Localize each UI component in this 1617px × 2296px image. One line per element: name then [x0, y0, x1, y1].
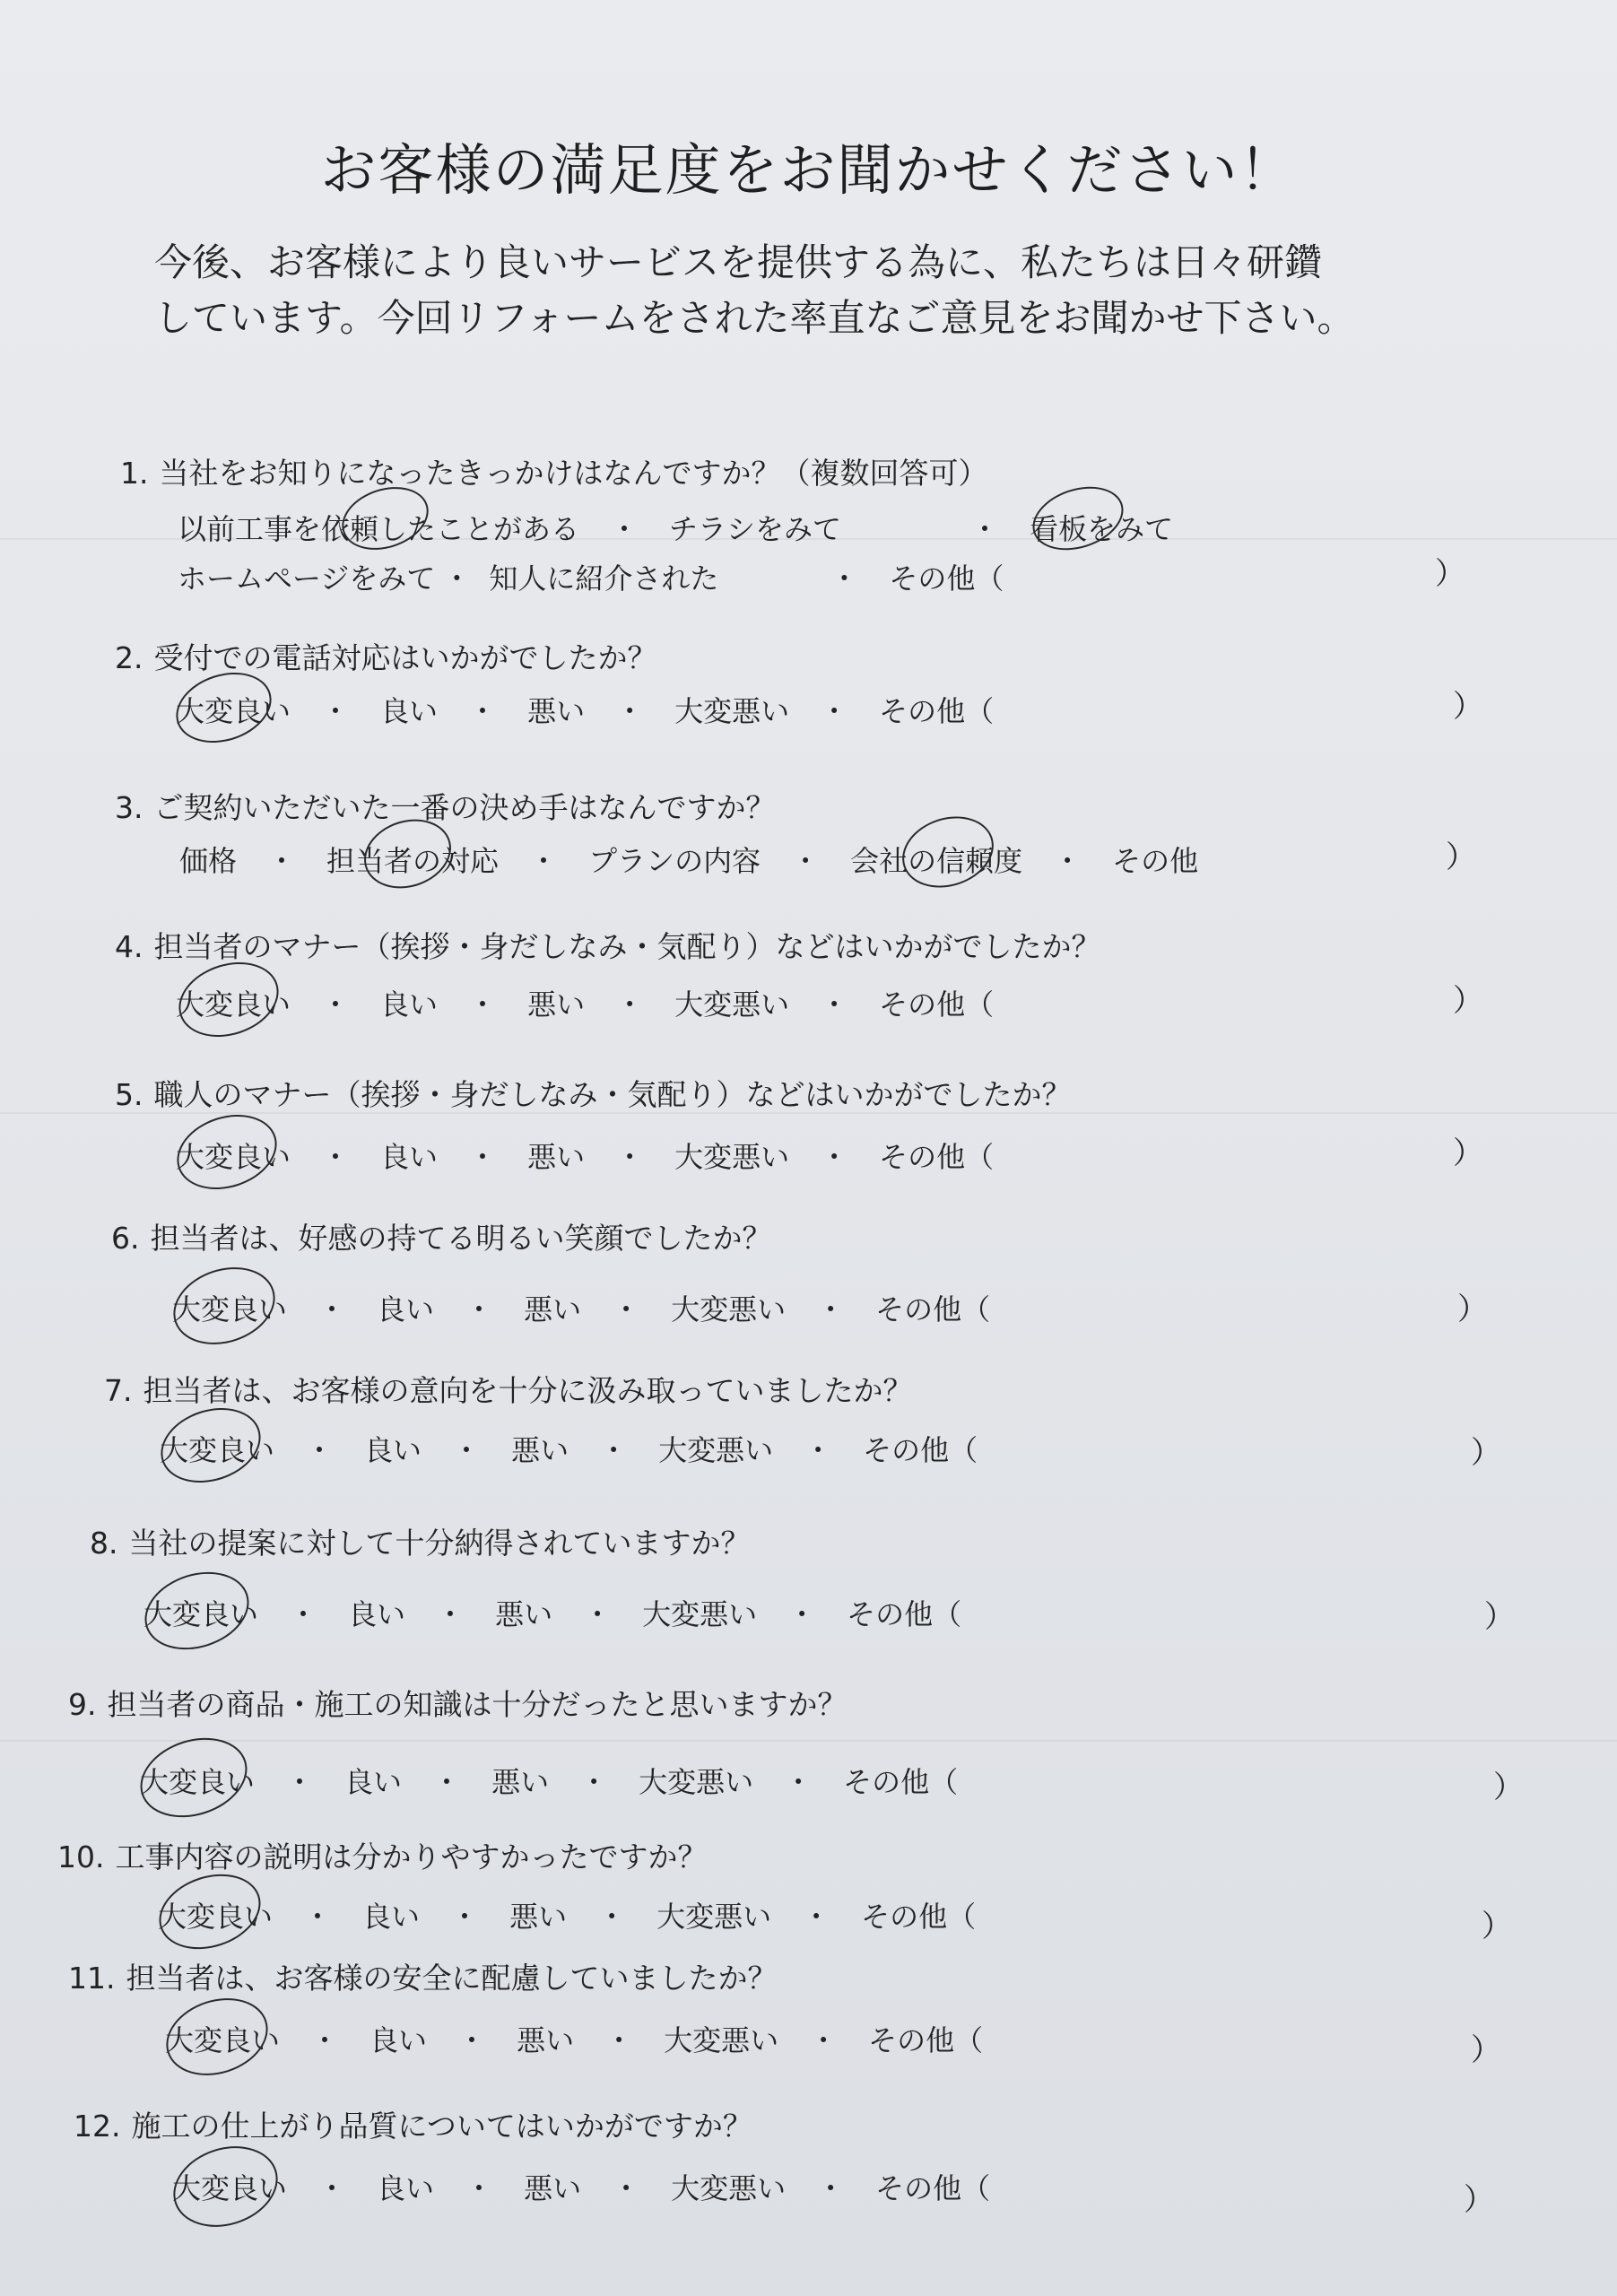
close-paren: ）: [1471, 1435, 1501, 1471]
rating-bad[interactable]: 悪い: [517, 2023, 575, 2057]
question-2: [115, 635, 657, 677]
rating-bad[interactable]: 悪い: [509, 1900, 568, 1934]
rating-very-bad[interactable]: 大変悪い: [639, 1765, 754, 1799]
q6-rating-options: 大変良い ・ 良い ・ 悪い ・ 大変悪い ・ その他（: [172, 1287, 990, 1328]
question-number: 10.: [57, 1839, 105, 1874]
option-company-trust[interactable]: 会社の信頼度: [850, 844, 1023, 878]
question-7: [104, 1368, 913, 1410]
question-10: [57, 1834, 707, 1876]
question-9: [68, 1682, 848, 1724]
rating-very-good[interactable]: 大変良い: [172, 2171, 288, 2205]
rating-other[interactable]: その他（: [868, 2023, 984, 2057]
rating-good[interactable]: 良い: [380, 987, 439, 1022]
rating-very-bad[interactable]: 大変悪い: [671, 2171, 787, 2205]
q2-rating-options: 大変良い ・ 良い ・ 悪い ・ 大変悪い ・ その他（: [176, 689, 994, 730]
q1-options-row2: ホームページをみて ・ 知人に紹介された ・ その他（: [178, 556, 1004, 597]
rating-good[interactable]: 良い: [362, 1900, 421, 1934]
question-number: 4.: [115, 929, 143, 964]
rating-very-good[interactable]: 大変良い: [165, 2023, 281, 2057]
close-paren: ）: [1464, 2182, 1494, 2218]
close-paren: ）: [1484, 1599, 1515, 1635]
rating-good[interactable]: 良い: [377, 2171, 435, 2205]
question-number: 2.: [115, 640, 143, 675]
answer-circle-q7: [152, 1396, 271, 1494]
question-text: 担当者の商品・施工の知識は十分だったと思いますか？: [107, 1687, 848, 1722]
rating-very-good[interactable]: 大変良い: [176, 1140, 291, 1174]
question-text: 担当者は、お客様の意向を十分に汲み取っていましたか？: [143, 1373, 913, 1408]
question-number: 5.: [115, 1077, 143, 1112]
question-number: 8.: [90, 1526, 118, 1561]
question-number: 12.: [74, 2109, 121, 2144]
close-paren: ）: [1482, 1909, 1512, 1944]
option-flyer[interactable]: チラシをみて: [669, 512, 842, 546]
page-title: お客様の満足度をお聞かせください！: [320, 137, 1297, 203]
rating-good[interactable]: 良い: [377, 1292, 435, 1326]
rating-other[interactable]: その他（: [879, 987, 995, 1022]
question-number: 7.: [104, 1373, 133, 1408]
question-text: ご契約いただいた一番の決め手はなんですか？: [153, 790, 776, 825]
rating-very-good[interactable]: 大変良い: [176, 694, 291, 728]
rating-very-bad[interactable]: 大変悪い: [656, 1900, 772, 1934]
question-11: [68, 1955, 777, 1997]
answer-circle-q6: [163, 1255, 288, 1357]
paper-fold: [0, 1740, 1617, 1742]
question-6: [111, 1215, 772, 1257]
rating-bad[interactable]: 悪い: [495, 1597, 553, 1631]
rating-very-bad[interactable]: 大変悪い: [674, 694, 790, 728]
rating-bad[interactable]: 悪い: [524, 1292, 582, 1326]
answer-circle-q1-signboard: [1024, 476, 1131, 561]
rating-other[interactable]: その他（: [875, 1292, 991, 1326]
rating-good[interactable]: 良い: [369, 2023, 428, 2057]
question-number: 9.: [68, 1687, 97, 1722]
q8-rating-options: 大変良い ・ 良い ・ 悪い ・ 大変悪い ・ その他（: [143, 1592, 961, 1633]
q9-rating-options: 大変良い ・ 良い ・ 悪い ・ 大変悪い ・ その他（: [140, 1760, 958, 1801]
q10-rating-options: 大変良い ・ 良い ・ 悪い ・ 大変悪い ・ その他（: [158, 1894, 976, 1935]
question-text: 受付での電話対応はいかがでしたか？: [153, 640, 657, 675]
question-text: 担当者のマナー（挨拶・身だしなみ・気配り）などはいかがでしたか？: [153, 929, 1101, 964]
close-paren: ）: [1435, 556, 1465, 592]
rating-other[interactable]: その他（: [861, 1900, 977, 1934]
option-previous-work[interactable]: 以前工事を依頼したことがある: [178, 512, 580, 546]
rating-bad[interactable]: 悪い: [491, 1765, 550, 1799]
question-number: 11.: [68, 1961, 116, 1996]
rating-very-bad[interactable]: 大変悪い: [664, 2023, 779, 2057]
close-paren: ）: [1446, 839, 1476, 875]
question-4: [115, 924, 1101, 966]
answer-circle-q3-trust: [893, 805, 1003, 899]
rating-other[interactable]: その他（: [843, 1765, 959, 1799]
question-number: 6.: [111, 1221, 140, 1256]
rating-good[interactable]: 良い: [364, 1433, 422, 1467]
question-3: [115, 785, 776, 827]
option-price[interactable]: 価格: [179, 844, 238, 878]
rating-other[interactable]: その他（: [879, 694, 995, 728]
rating-bad[interactable]: 悪い: [511, 1433, 569, 1467]
rating-other[interactable]: その他（: [847, 1597, 962, 1631]
question-text: 当社の提案に対して十分納得されていますか？: [128, 1526, 751, 1561]
option-staff-response[interactable]: 担当者の対応: [326, 844, 500, 878]
rating-bad[interactable]: 悪い: [527, 694, 586, 728]
question-number: 1.: [120, 456, 149, 491]
question-8: [90, 1520, 751, 1562]
option-referral[interactable]: 知人に紹介された: [489, 561, 719, 596]
intro-line: しています。今回リフォームをされた率直なご意見をお聞かせ下さい。: [154, 296, 1355, 340]
option-homepage[interactable]: ホームページをみて: [178, 561, 436, 596]
question-1: [120, 450, 988, 492]
answer-circle-q10: [150, 1862, 274, 1961]
option-other[interactable]: その他（: [889, 561, 1004, 596]
rating-other[interactable]: その他（: [875, 2171, 991, 2205]
q5-rating-options: 大変良い ・ 良い ・ 悪い ・ 大変悪い ・ その他（: [176, 1135, 994, 1176]
close-paren: ）: [1457, 1292, 1488, 1327]
rating-good[interactable]: 良い: [380, 1140, 439, 1174]
rating-good[interactable]: 良い: [344, 1765, 403, 1799]
option-plan-content[interactable]: プランの内容: [588, 844, 761, 878]
close-paren: ）: [1471, 2032, 1501, 2068]
rating-very-good[interactable]: 大変良い: [172, 1292, 288, 1326]
rating-bad[interactable]: 悪い: [527, 1140, 586, 1174]
q1-options-row1: 以前工事を依頼したことがある ・ チラシをみて ・ 看板をみて: [178, 507, 1173, 548]
intro-line: 今後、お客様により良いサービスを提供する為に、私たちは日々研鑽: [154, 240, 1323, 284]
rating-very-bad[interactable]: 大変悪い: [674, 987, 790, 1022]
rating-very-bad[interactable]: 大変悪い: [642, 1597, 758, 1631]
rating-very-good[interactable]: 大変良い: [176, 987, 291, 1022]
rating-good[interactable]: 良い: [380, 694, 439, 728]
q12-rating-options: 大変良い ・ 良い ・ 悪い ・ 大変悪い ・ その他（: [172, 2166, 990, 2207]
answer-circle-q12: [163, 2134, 289, 2240]
rating-very-good[interactable]: 大変良い: [143, 1597, 259, 1631]
answer-circle-q5: [168, 1102, 287, 1201]
rating-bad[interactable]: 悪い: [524, 2171, 582, 2205]
rating-very-good[interactable]: 大変良い: [158, 1900, 274, 1934]
answer-circle-q8: [135, 1560, 259, 1663]
option-other[interactable]: その他: [1112, 844, 1199, 878]
q7-rating-options: 大変良い ・ 良い ・ 悪い ・ 大変悪い ・ その他（: [160, 1428, 978, 1469]
question-12: [74, 2103, 752, 2145]
q4-rating-options: 大変良い ・ 良い ・ 悪い ・ 大変悪い ・ その他（: [176, 982, 994, 1023]
rating-very-bad[interactable]: 大変悪い: [658, 1433, 774, 1467]
close-paren: ）: [1453, 983, 1483, 1019]
rating-other[interactable]: その他（: [879, 1140, 995, 1174]
question-text: 担当者は、好感の持てる明るい笑顔でしたか？: [150, 1221, 772, 1256]
rating-very-bad[interactable]: 大変悪い: [674, 1140, 790, 1174]
question-text: 工事内容の説明は分かりやすかったですか？: [115, 1839, 708, 1874]
question-text: 当社をお知りになったきっかけはなんですか？（複数回答可）: [159, 456, 988, 491]
q11-rating-options: 大変良い ・ 良い ・ 悪い ・ 大変悪い ・ その他（: [165, 2018, 983, 2059]
close-paren: ）: [1453, 1135, 1483, 1171]
rating-very-bad[interactable]: 大変悪い: [671, 1292, 787, 1326]
question-text: 施工の仕上がり品質についてはいかがですか？: [131, 2109, 752, 2144]
q3-options: 価格 ・ 担当者の対応 ・ プランの内容 ・ 会社の信頼度 ・ その他: [179, 839, 1198, 880]
close-paren: ）: [1493, 1770, 1524, 1805]
question-5: [115, 1072, 1072, 1114]
answer-circle-q11: [156, 1986, 281, 2088]
rating-very-good[interactable]: 大変良い: [140, 1765, 256, 1799]
intro-text: [154, 235, 1500, 346]
close-paren: ）: [1453, 689, 1483, 725]
rating-bad[interactable]: 悪い: [527, 987, 586, 1022]
option-signboard[interactable]: 看板をみて: [1030, 512, 1174, 546]
question-number: 3.: [115, 790, 143, 825]
question-text: 担当者は、お客様の安全に配慮していましたか？: [126, 1961, 778, 1996]
rating-good[interactable]: 良い: [348, 1597, 406, 1631]
rating-other[interactable]: その他（: [863, 1433, 978, 1467]
rating-very-good[interactable]: 大変良い: [160, 1433, 275, 1467]
question-text: 職人のマナー（挨拶・身だしなみ・気配り）などはいかがでしたか？: [153, 1077, 1072, 1112]
